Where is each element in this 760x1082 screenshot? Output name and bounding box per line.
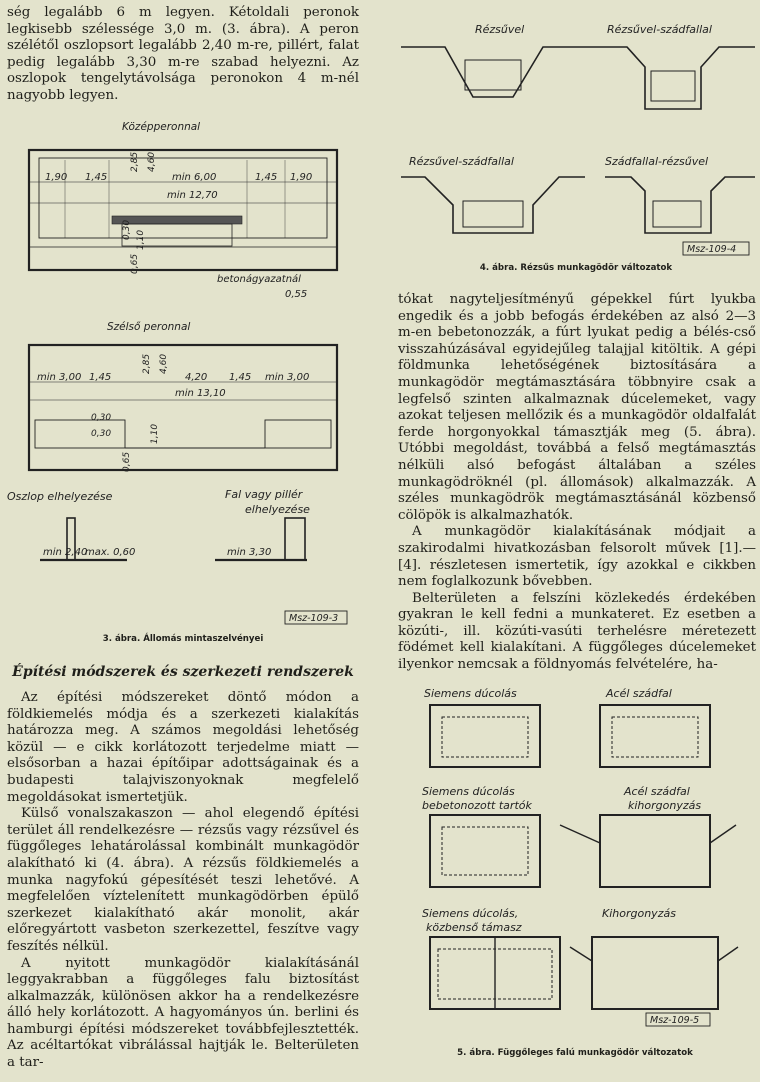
fig3-label-fal-2: elhelyezése [245,503,310,516]
fig3-dim: 2,85 [142,353,152,374]
fig5-label: Siemens dúcolás, [422,907,519,920]
fig3-dim: 1,45 [255,172,278,183]
section-heading-wrap [7,664,359,680]
fig5-label: Siemens dúcolás [424,687,517,700]
left-paragraph-3: A nyitott munkagödör kialakításánál leggyakrabban a függőleges falu biztosítást alkalmazzák, különösen akkor ha a rendelkezésre álló hely korlátozott. A hagyományos ún. berlini és hamburgi építési módszereket továbbfejlesztették. Az acéltartókat vibrálással hajtják le. Belterületen a tar- [7,955,359,1071]
fig3-dim: 0,65 [122,451,132,472]
section-heading: Építési módszerek és szerkezeti rendszerek [12,664,354,680]
fig3-beton-label: betonágyazatnál [217,274,301,285]
fig5-structure-2 [612,717,698,757]
fig3-dim-side: 0,30 [122,219,132,240]
fig3-dim-oszlop-1: min 2,40 [43,547,88,558]
figure-3 [7,120,359,632]
fig3-dim: 1,90 [45,172,68,183]
fig3-dim-side: 1,10 [136,229,146,250]
fig5-pit-1 [430,705,540,767]
fig5-label: Acél szádfal [606,687,672,700]
fig3-dim: 1,90 [290,172,313,183]
fig4-pit-2 [585,47,755,109]
fig3-dim: 1,45 [229,372,252,383]
fig3-label-kozep: Középperonnal [122,121,201,133]
fig3-label-fal: Fal vagy pillér [225,488,303,501]
right-paragraph-3: Belterületen a felszíni közlekedés érdekében gyakran le kell fedni a munkateret. Ez esetben a közúti-, ill. közúti-vasúti terhelésre méretezett födémet kell kialakítani. A függőleges dúcelemeket ilyenkor nemcsak a földnyomás felvételére, ha- [398,590,756,673]
fig4-label: Rézsűvel [475,23,525,36]
fig3-platform-left [35,420,125,448]
fig3-caption: 3. ábra. Állomás mintaszelvényei [102,634,264,644]
left-paragraph-2: Külső vonalszakaszon — ahol elegendő építési terület áll rendelkezésre — rézsűs vagy rézsűvel és függőleges lehatárolással kombinált munkagödör alakítható ki (4. ábra). A rézsűs földkiemelés a munka nagyfokú gépesítését teszi lehetővé. A megfelelően víztelenített munkagödörben épülő szerkezet kialakítható akár monolit, akár előregyártott vasbeton szerkezettel, feszítve vagy feszítés nélkül. [7,806,359,954]
fig3-beton-value: 0,55 [285,289,308,300]
fig4-caption: 4. ábra. Rézsűs munkagödör változatok [479,263,673,273]
figure-4 [395,5,757,273]
left-body [7,690,359,1072]
fig5-pit-6 [592,937,718,1009]
fig5-code: Msz-109-5 [650,1015,700,1026]
left-paragraph-1: Az építési módszereket döntő módon a földkiemelés módja és a szerkezeti kialakítás határozza meg. A számos megoldási lehetőség közül — e cikk korlátozott terjedelme miatt — elsősorban a hazai építőipar adottságainak és a budapesti talajviszonyoknak megfelelő megoldásokat ismertetjük. [7,690,359,805]
fig3-dim: 1,10 [150,423,160,444]
fig5-pit-4 [600,815,710,887]
fig4-label: Rézsűvel-szádfallal [607,23,712,36]
right-paragraph-1: tókat nagyteljesítményű gépekkel fúrt lyukba engedik és a jobb befogás érdekében az alsó 2—3 m-en bebetonozzák, a fúrt lyukat pedig a bélés-cső visszahúzásával egyidejűleg talajjal kitöltik. A gépi földmunka lehetőségének biztosítására a munkagödör megtámasztására többnyire csak a legfelső szinten alkalmaznak dúcelemeket, vagy azokat teljesen mellőzik és a munkagödör oldalfalát ferde horgonyokkal támasztják meg (5. ábra). Utóbbi megoldást, továbbá a felső megtámasztás nélküli alsó befogást általában a széles munkagödröknél (pl. állomások) alkalmazzák. A széles munkagödrök megtámasztásánál közbenső cölöpök is alkalmazhatók. [398,292,756,523]
fig3-dim: min 12,70 [167,190,218,201]
intro-paragraph [7,5,359,105]
fig5-label-sub: kihorgonyzás [628,799,702,812]
fig4-label: Szádfallal-rézsűvel [605,155,709,168]
right-body [398,292,756,674]
fig4-pit-4 [605,177,755,233]
fig4-pit-3 [401,177,585,233]
fig3-label-oszlop: Oszlop elhelyezése [7,490,113,503]
fig3-dim: min 13,10 [175,388,226,399]
intro-text: ség legalább 6 m legyen. Kétoldali peronok legkisebb szélessége 3,0 m. (3. ábra). A peron szélétől oszlopsort legalább 2,40 m-re, pillért, falat pedig legalább 3,30 m-re szabad helyezni. Az oszlopok tengelytávolsága peronokon 4 m-nél nagyobb legyen. [7,5,359,103]
fig4-code: Msz-109-4 [687,244,737,255]
fig5-structure-1 [442,717,528,757]
fig4-label: Rézsűvel-szádfallal [409,155,514,168]
fig5-anchor [570,947,592,961]
fig3-dim-fal: min 3,30 [227,547,272,558]
fig3-code: Msz-109-3 [289,613,339,624]
fig3-platform-right [265,420,331,448]
fig5-label-sub: bebetonozott tartók [422,799,532,812]
fig5-label-sub: közbenső támasz [426,921,522,934]
fig5-label: Kihorgonyzás [602,907,676,920]
right-paragraph-2: A munkagödör kialakításának módjait a szakirodalmi hivatkozásban felsorolt művek [1].—[4]. részletesen ismertetik, így azokkal e cikkben nem foglalkozunk bővebben. [398,524,756,590]
fig4-structure-4 [653,201,701,227]
fig5-anchor [710,825,736,843]
fig3-dim: 4,20 [185,372,208,383]
fig3-dim: 1,45 [85,172,108,183]
fig3-dim: 1,45 [89,372,112,383]
fig3-dim: 0,30 [91,429,112,439]
fig3-dim-side: 0,65 [130,253,140,274]
fig5-label: Siemens dúcolás [422,785,515,798]
figure-5 [410,685,740,1040]
fig3-tunnel-kozep [29,150,337,270]
fig4-structure-3 [463,201,523,227]
fig3-fal-wall [285,518,305,560]
fig5-structure-3 [442,827,528,875]
fig3-tunnel-szelso [29,345,337,470]
fig3-dim: 2,85 [130,151,140,172]
fig3-dim: 4,60 [159,353,169,374]
fig4-structure-1 [465,60,521,90]
fig3-dim: min 3,00 [37,372,82,383]
fig4-structure-2 [651,71,695,101]
fig5-pit-3 [430,815,540,887]
fig3-dim: 4,60 [147,151,157,172]
fig5-anchor [718,947,738,961]
fig3-label-szelso: Szélső peronnal [107,321,191,333]
fig3-dim: min 3,00 [265,372,310,383]
fig3-dim: min 6,00 [172,172,217,183]
fig3-dim-oszlop-2: max. 0,60 [85,547,136,558]
fig5-caption: 5. ábra. Függőleges falú munkagödör változatok [457,1048,693,1058]
fig3-dim: 0,30 [91,413,112,423]
fig5-anchor [560,825,600,843]
fig5-pit-2 [600,705,710,767]
fig5-label: Acél szádfal [624,785,690,798]
